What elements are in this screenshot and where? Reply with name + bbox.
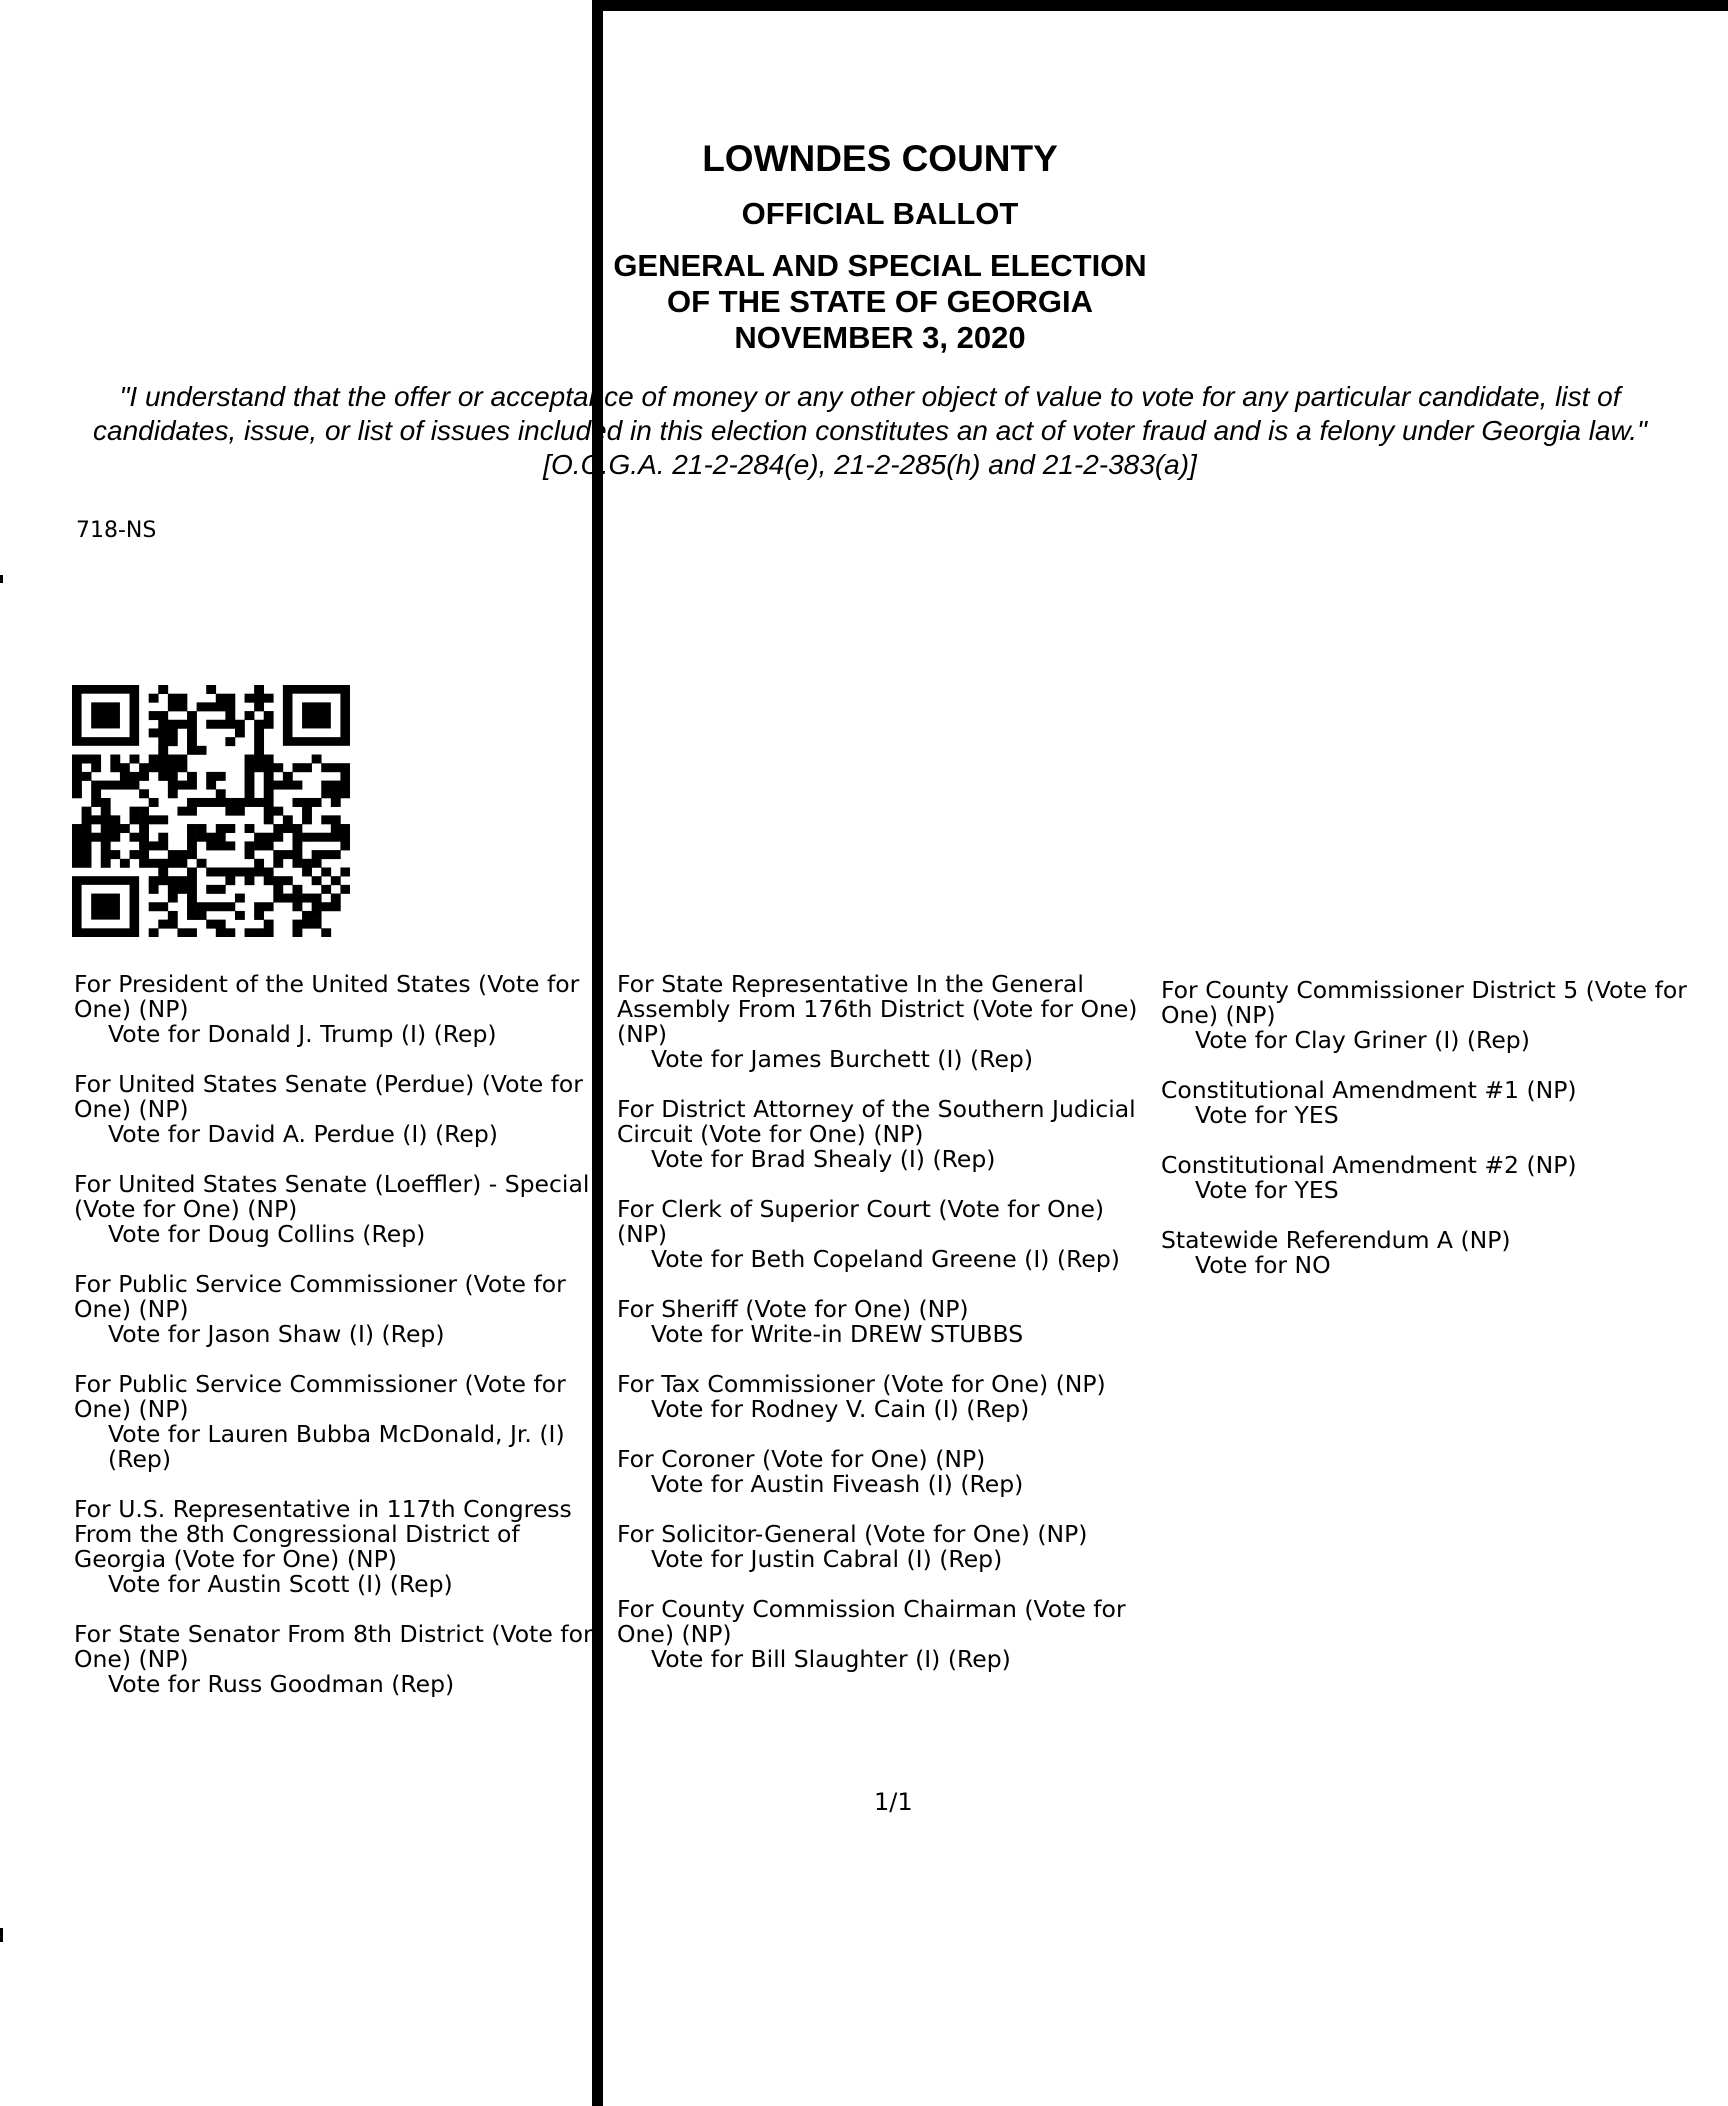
contest-item (74, 1622, 594, 1697)
ballot-type: OFFICIAL BALLOT (741, 196, 1019, 231)
election-date: NOVEMBER 3, 2020 (734, 320, 1026, 355)
contest-item (617, 1297, 1157, 1347)
contest-title: For Public Service Commissioner (Vote for One) (NP) (74, 1370, 566, 1423)
contest-item (617, 1372, 1157, 1422)
contest-selection: Vote for Write-in DREW STUBBS (651, 1320, 1024, 1348)
contest-item (617, 1447, 1157, 1497)
election-line-1: GENERAL AND SPECIAL ELECTION (613, 248, 1147, 283)
contest-item (74, 1072, 594, 1147)
contest-selection: Vote for Doug Collins (Rep) (108, 1220, 426, 1248)
contest-title: For Public Service Commissioner (Vote for One) (NP) (74, 1270, 566, 1323)
contest-column-3 (1161, 978, 1721, 1303)
contest-item (1161, 1078, 1721, 1128)
contest-item (617, 1097, 1157, 1172)
contest-title: For District Attorney of the Southern Judicial Circuit (Vote for One) (NP) (617, 1095, 1136, 1148)
contest-item (617, 1197, 1157, 1272)
contest-column-1 (74, 972, 594, 1722)
contest-title: For Sheriff (Vote for One) (NP) (617, 1295, 969, 1323)
election-line-2: OF THE STATE OF GEORGIA (667, 284, 1093, 319)
contest-selection: Vote for Brad Shealy (I) (Rep) (651, 1145, 996, 1173)
contest-title: For State Senator From 8th District (Vote for One) (NP) (74, 1620, 593, 1673)
contest-selection: Vote for Justin Cabral (I) (Rep) (651, 1545, 1003, 1573)
contest-title: For United States Senate (Loeffler) - Special (Vote for One) (NP) (74, 1170, 590, 1223)
contest-selection: Vote for Clay Griner (I) (Rep) (1195, 1026, 1530, 1054)
contest-selection: Vote for Jason Shaw (I) (Rep) (108, 1320, 445, 1348)
election-title (560, 248, 1200, 356)
contest-title: For Solicitor-General (Vote for One) (NP) (617, 1520, 1088, 1548)
contest-selection: Vote for Lauren Bubba McDonald, Jr. (I) (Rep) (108, 1420, 565, 1473)
contest-title: For Clerk of Superior Court (Vote for One) (NP) (617, 1195, 1105, 1248)
voter-fraud-notice: "I understand that the offer or acceptance of money or any other object of value to vote for any particular candidate, list of candidates, issue, or list of issues included in this election constitutes an act of voter fraud and is a felony under Georgia law." [O.C.G.A. 21-2-284(e), 21-2-285(h) and 21-2-383(a)] (93, 381, 1647, 480)
contest-item (74, 1497, 594, 1597)
qr-code (72, 685, 350, 937)
contest-title: For County Commission Chairman (Vote for One) (NP) (617, 1595, 1126, 1648)
contest-selection: Vote for Donald J. Trump (I) (Rep) (108, 1020, 497, 1048)
contest-item (617, 972, 1157, 1072)
contest-title: For President of the United States (Vote for One) (NP) (74, 970, 580, 1023)
scan-edge-mark (0, 575, 3, 583)
contest-item (617, 1597, 1157, 1672)
contest-selection: Vote for Beth Copeland Greene (I) (Rep) (651, 1245, 1120, 1273)
contest-item (1161, 1153, 1721, 1203)
contest-item (74, 1272, 594, 1347)
contest-item (1161, 978, 1721, 1053)
page-number: 1/1 (874, 1788, 913, 1816)
county-title: LOWNDES COUNTY (702, 138, 1058, 179)
contest-selection: Vote for Austin Fiveash (I) (Rep) (651, 1470, 1024, 1498)
contest-item (74, 1172, 594, 1247)
contest-selection: Vote for James Burchett (I) (Rep) (651, 1045, 1034, 1073)
contest-selection: Vote for YES (1195, 1101, 1339, 1129)
contest-selection: Vote for David A. Perdue (I) (Rep) (108, 1120, 498, 1148)
contest-selection: Vote for Bill Slaughter (I) (Rep) (651, 1645, 1011, 1673)
contest-selection: Vote for YES (1195, 1176, 1339, 1204)
contest-title: For County Commissioner District 5 (Vote for One) (NP) (1161, 976, 1687, 1029)
contest-item (74, 972, 594, 1047)
contest-title: Statewide Referendum A (NP) (1161, 1226, 1511, 1254)
scan-top-border (598, 0, 1728, 11)
contest-title: For Tax Commissioner (Vote for One) (NP) (617, 1370, 1106, 1398)
contest-title: Constitutional Amendment #1 (NP) (1161, 1076, 1577, 1104)
contest-column-2 (617, 972, 1157, 1697)
contest-title: For Coroner (Vote for One) (NP) (617, 1445, 986, 1473)
contest-title: For United States Senate (Perdue) (Vote for One) (NP) (74, 1070, 583, 1123)
contest-selection: Vote for Rodney V. Cain (I) (Rep) (651, 1395, 1030, 1423)
contest-selection: Vote for Austin Scott (I) (Rep) (108, 1570, 453, 1598)
contest-title: For State Representative In the General Assembly From 176th District (Vote for One) (NP) (617, 970, 1138, 1048)
contest-item (74, 1372, 594, 1472)
contest-item (617, 1522, 1157, 1572)
contest-selection: Vote for Russ Goodman (Rep) (108, 1670, 455, 1698)
contest-title: For U.S. Representative in 117th Congress From the 8th Congressional District of Georgia (Vote for One) (NP) (74, 1495, 572, 1573)
contest-item (1161, 1228, 1721, 1278)
contest-selection: Vote for NO (1195, 1251, 1331, 1279)
scan-edge-mark (0, 1928, 3, 1942)
ballot-style-id: 718-NS (76, 518, 157, 543)
contest-title: Constitutional Amendment #2 (NP) (1161, 1151, 1577, 1179)
